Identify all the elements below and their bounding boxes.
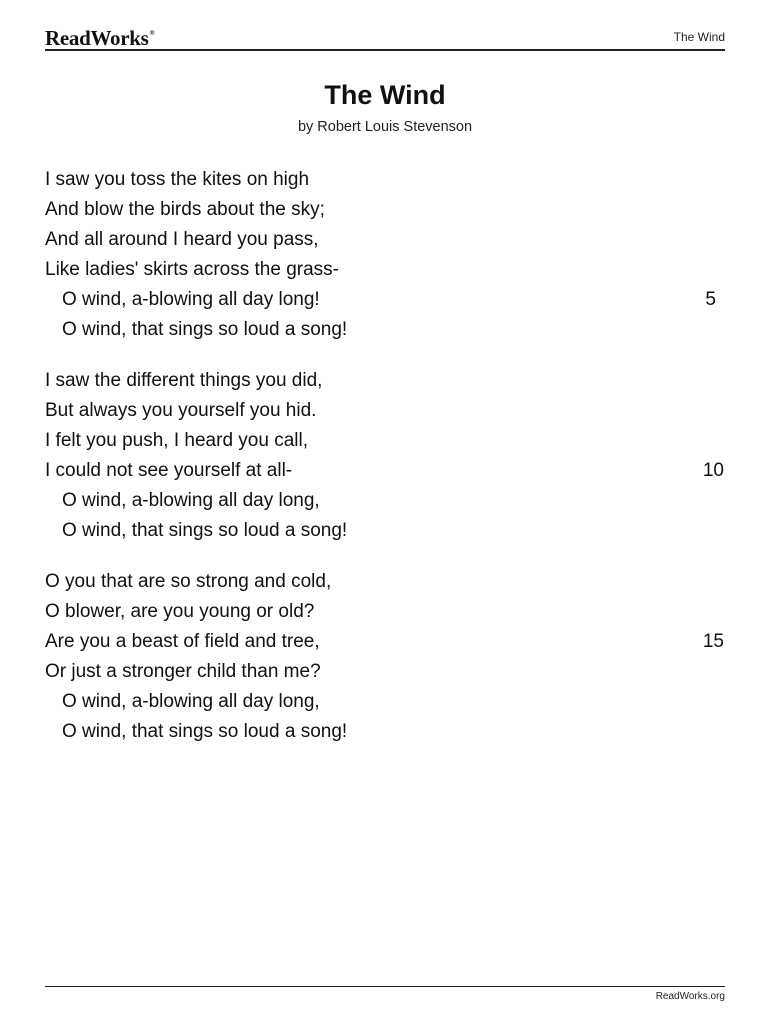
poem-line: And blow the birds about the sky;	[45, 199, 325, 220]
logo-text: ReadWorks	[45, 26, 149, 50]
poem-line: But always you yourself you hid.	[45, 400, 317, 421]
poem-line: I saw the different things you did,	[45, 370, 323, 391]
poem-line: And all around I heard you pass,	[45, 229, 319, 250]
poem-line: Or just a stronger child than me?	[45, 661, 321, 682]
poem-line: Are you a beast of field and tree,	[45, 631, 320, 652]
line-number: 15	[702, 631, 724, 652]
readworks-logo	[45, 26, 154, 51]
poem-line: O wind, that sings so loud a song!	[62, 721, 348, 742]
poem-line: Like ladies' skirts across the grass-	[45, 259, 340, 280]
poem-title: The Wind	[324, 80, 446, 110]
page-header	[45, 22, 725, 51]
poem-line: I felt you push, I heard you call,	[45, 430, 308, 451]
poem-line: O wind, that sings so loud a song!	[62, 319, 348, 340]
line-number: 5	[705, 289, 716, 310]
poem-line: O wind, a-blowing all day long,	[62, 691, 320, 712]
poem-line: I could not see yourself at all-	[45, 460, 293, 481]
poem-line: O wind, a-blowing all day long!	[62, 289, 320, 310]
header-doc-title: The Wind	[673, 30, 725, 44]
line-number: 10	[702, 460, 724, 481]
poem-line: O wind, a-blowing all day long,	[62, 490, 320, 511]
poem-line: O blower, are you young or old?	[45, 601, 315, 622]
poem-line: O you that are so strong and cold,	[45, 571, 332, 592]
logo-registered-mark: ®	[149, 29, 155, 37]
footer-site: ReadWorks.org	[655, 991, 725, 1002]
poem-line: O wind, that sings so loud a song!	[62, 520, 348, 541]
poem-byline: by Robert Louis Stevenson	[297, 119, 473, 135]
poem-line: I saw you toss the kites on high	[45, 169, 310, 190]
page-footer	[45, 986, 725, 1007]
